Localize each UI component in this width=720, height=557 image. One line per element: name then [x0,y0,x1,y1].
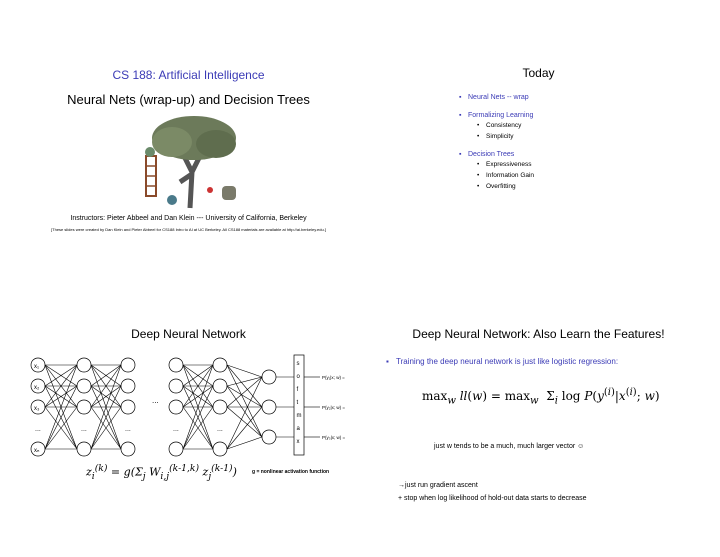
ellipsis: ... [173,426,179,433]
slide-learn-features [364,283,713,546]
neuron [169,400,183,414]
edge [227,386,262,407]
credit-line: [These slides were created by Dan Klein and Pieter Abbeel for CS188 Intro to AI at UC Berkeley. All CS188 materials are available at http://ai.berkeley.edu.] [51,227,326,232]
softmax-letter: o [296,374,300,380]
agenda-subitem: • Expressiveness [477,161,534,168]
neuron [213,379,227,393]
softmax-letter: s [296,361,300,367]
activation-note: g = nonlinear activation function [252,469,330,475]
vector-note: just w tends to be a much, much larger vector ☺ [434,443,585,450]
agenda-subitem: • Information Gain [477,172,534,179]
output-neuron [262,400,276,414]
ellipsis: ... [125,426,131,433]
softmax-letter: f [296,387,299,393]
stopping-note: + stop when log likelihood of hold-out data starts to decrease [398,495,587,502]
agenda-item: ▪ Neural Nets -- wrap [459,94,534,101]
slide-today [364,14,713,277]
ellipsis: ... [35,426,41,433]
neuron [121,358,135,372]
slide-title [14,14,363,277]
activation-formula: $z_i^{(k)} = g(\Sigma_j$ $W_{i,j}^{(k-1,k)}$ $z_j^{(k-1)}$) [86,463,237,482]
input-label: x₂ [34,385,40,391]
neuron [213,400,227,414]
output-neuron [262,430,276,444]
neuron [77,400,91,414]
objective-equation: $\max_w ll(w) = \max_w \Sigma_i$ $\log P(y^{(i)}|x^{(i)}$; w) [422,387,660,407]
lecture-title: Neural Nets (wrap-up) and Decision Trees [67,92,310,107]
ellipsis: ... [81,426,87,433]
today-title: Today [522,66,555,80]
agenda-subitem: • Consistency [477,122,534,129]
neuron [121,379,135,393]
agenda-list [459,94,534,201]
neuron [169,442,183,456]
ellipsis: ... [152,396,159,405]
neuron [169,358,183,372]
agenda-subitem: • Simplicity [477,133,534,140]
input-label: xₙ [34,448,40,454]
softmax-letter: a [296,426,300,432]
agenda-subitem: • Overfitting [477,183,534,190]
neuron [77,379,91,393]
deep-network-title: Deep Neural Network [131,327,246,341]
course-title: CS 188: Artificial Intelligence [112,68,265,82]
softmax-letter: x [296,439,300,445]
neuron [213,358,227,372]
softmax-letter: t [296,400,299,406]
agenda-item: ▪ Decision Trees • Expressiveness • Information Gain • Overfitting [459,151,534,190]
gradient-note: →just run gradient ascent [398,482,478,489]
output-probability: P(y₂|x; w) = [322,405,346,410]
network-diagram [24,353,359,458]
output-probability: P(y₁|x; w) = [322,375,345,380]
input-label: x₁ [34,364,40,370]
neuron [77,358,91,372]
input-label: x₃ [34,406,40,412]
neuron [77,442,91,456]
training-bullet: ▪ Training the deep neural network is just like logistic regression: [386,357,618,366]
agenda-item: ▪ Formalizing Learning • Consistency • Simplicity [459,112,534,140]
neuron [121,400,135,414]
neuron [213,442,227,456]
learn-features-title: Deep Neural Network: Also Learn the Features! [412,327,665,341]
output-probability: P(y₃|x; w) = [322,435,346,440]
tree-illustration [132,112,244,210]
softmax-letter: m [296,413,302,419]
ellipsis: ... [217,426,223,433]
slide-deep-network [14,283,363,546]
neuron [169,379,183,393]
instructors-line: Instructors: Pieter Abbeel and Dan Klein --- University of California, Berkeley [70,215,307,222]
neuron [121,442,135,456]
output-neuron [262,370,276,384]
